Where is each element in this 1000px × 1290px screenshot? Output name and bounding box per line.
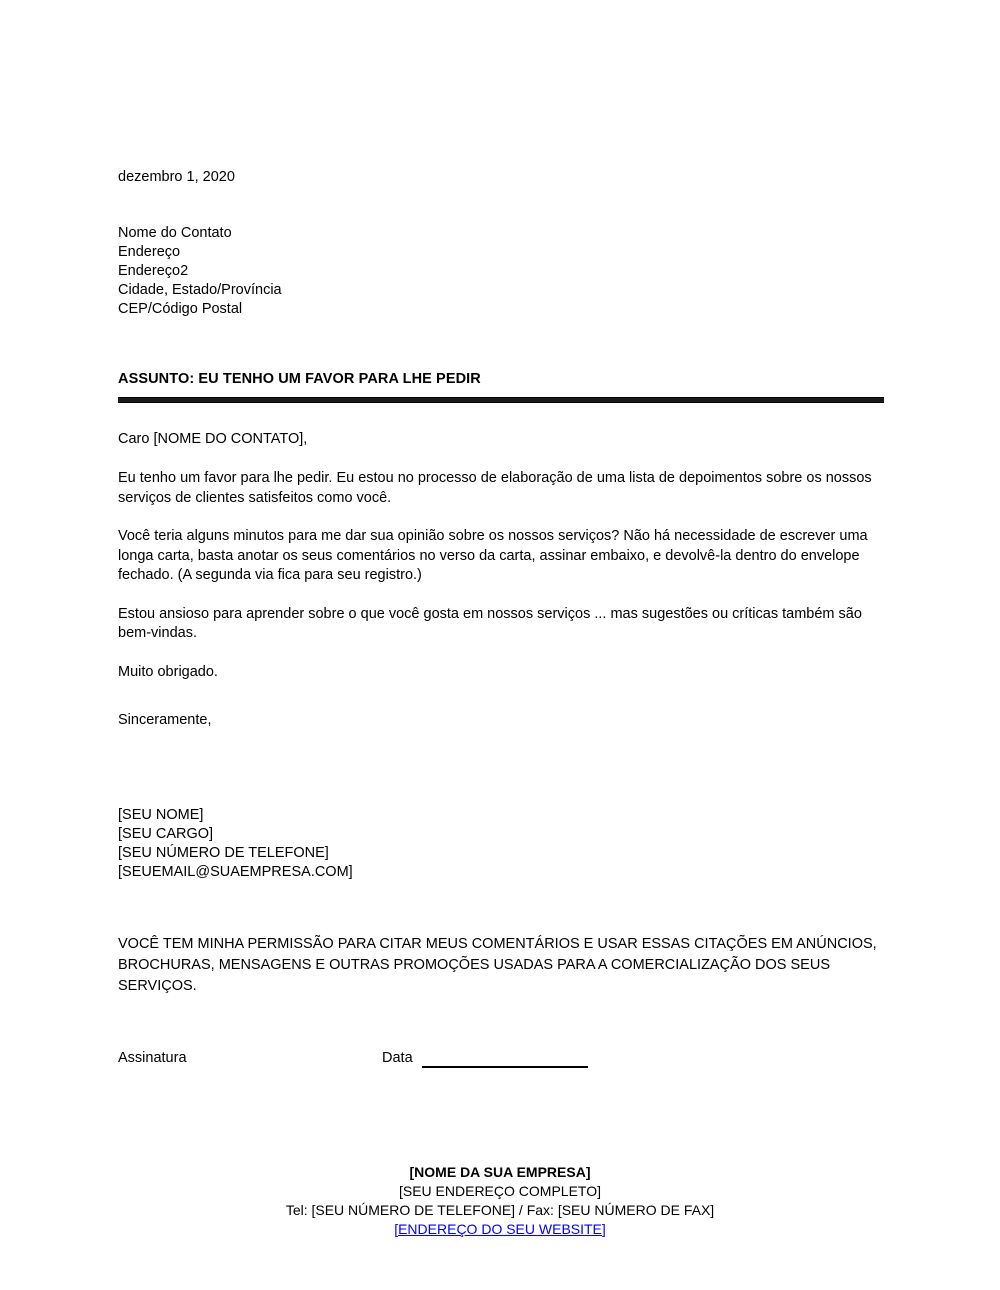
salutation-text: Caro [NOME DO CONTATO], [118, 431, 308, 447]
letter-footer [0, 1163, 1000, 1239]
body-paragraph-1: Eu tenho um favor para lhe pedir. Eu estou no processo de elaboração de uma lista de depoimentos sobre os nossos serviços de clientes satisfeitos como você. [118, 470, 872, 506]
sender-title: [SEU CARGO] [118, 826, 214, 842]
letter-date [118, 168, 718, 187]
recipient-address-1: Endereço [118, 244, 181, 260]
subject-line: ASSUNTO: EU TENHO UM FAVOR PARA LHE PEDIR [118, 371, 481, 387]
recipient-postal-code: CEP/Código Postal [118, 301, 243, 317]
date-text: dezembro 1, 2020 [118, 169, 235, 185]
letter-body [118, 469, 878, 682]
sender-signature-block [118, 806, 718, 882]
footer-website-link-wrapper [0, 1220, 1000, 1239]
body-paragraph-3: Estou ansioso para aprender sobre o que você gosta em nossos serviços ... mas sugestões ou críticas também são bem-vindas. [118, 605, 862, 641]
signature-field-label: Assinatura [118, 1050, 187, 1066]
closing-block [118, 711, 518, 730]
body-paragraph-4: Muito obrigado. [118, 663, 218, 680]
footer-company-name: [NOME DA SUA EMPRESA] [409, 1164, 591, 1180]
closing-text: Sinceramente, [118, 712, 212, 728]
subject-block [118, 370, 884, 389]
permission-statement-block [118, 934, 878, 997]
signature-date-fields [118, 1049, 718, 1073]
recipient-city-state: Cidade, Estado/Província [118, 282, 282, 298]
sender-email: [SEUEMAIL@SUAEMPRESA.COM] [118, 864, 353, 880]
recipient-address-2: Endereço2 [118, 263, 189, 279]
sender-phone: [SEU NÚMERO DE TELEFONE] [118, 845, 329, 861]
subject-divider-rule [118, 397, 884, 403]
date-field-blank-line[interactable] [422, 1066, 588, 1068]
footer-contact: Tel: [SEU NÚMERO DE TELEFONE] / Fax: [SEU NÚMERO DE FAX] [285, 1202, 715, 1218]
footer-address: [SEU ENDEREÇO COMPLETO] [398, 1183, 601, 1199]
salutation-block [118, 430, 884, 449]
sender-name: [SEU NOME] [118, 807, 204, 823]
recipient-name: Nome do Contato [118, 225, 232, 241]
footer-website-link[interactable]: [ENDEREÇO DO SEU WEBSITE] [394, 1221, 606, 1237]
body-paragraph-2: Você teria alguns minutos para me dar sua opinião sobre os nossos serviços? Não há necessidade de escrever uma longa carta, basta anotar os seus comentários no verso da carta, assinar embaixo, e devolvê-la dentro do envelope fechado. (A segunda via fica para seu registro.) [118, 528, 868, 583]
recipient-address-block [118, 224, 718, 319]
date-field-label: Data [382, 1050, 413, 1066]
permission-statement-text: VOCÊ TEM MINHA PERMISSÃO PARA CITAR MEUS COMENTÁRIOS E USAR ESSAS CITAÇÕES EM ANÚNCIOS, BROCHURAS, MENSAGENS E OUTRAS PROMOÇÕES USADAS PARA A COMERCIALIZAÇÃO DOS SEUS SERVIÇOS. [118, 936, 877, 994]
